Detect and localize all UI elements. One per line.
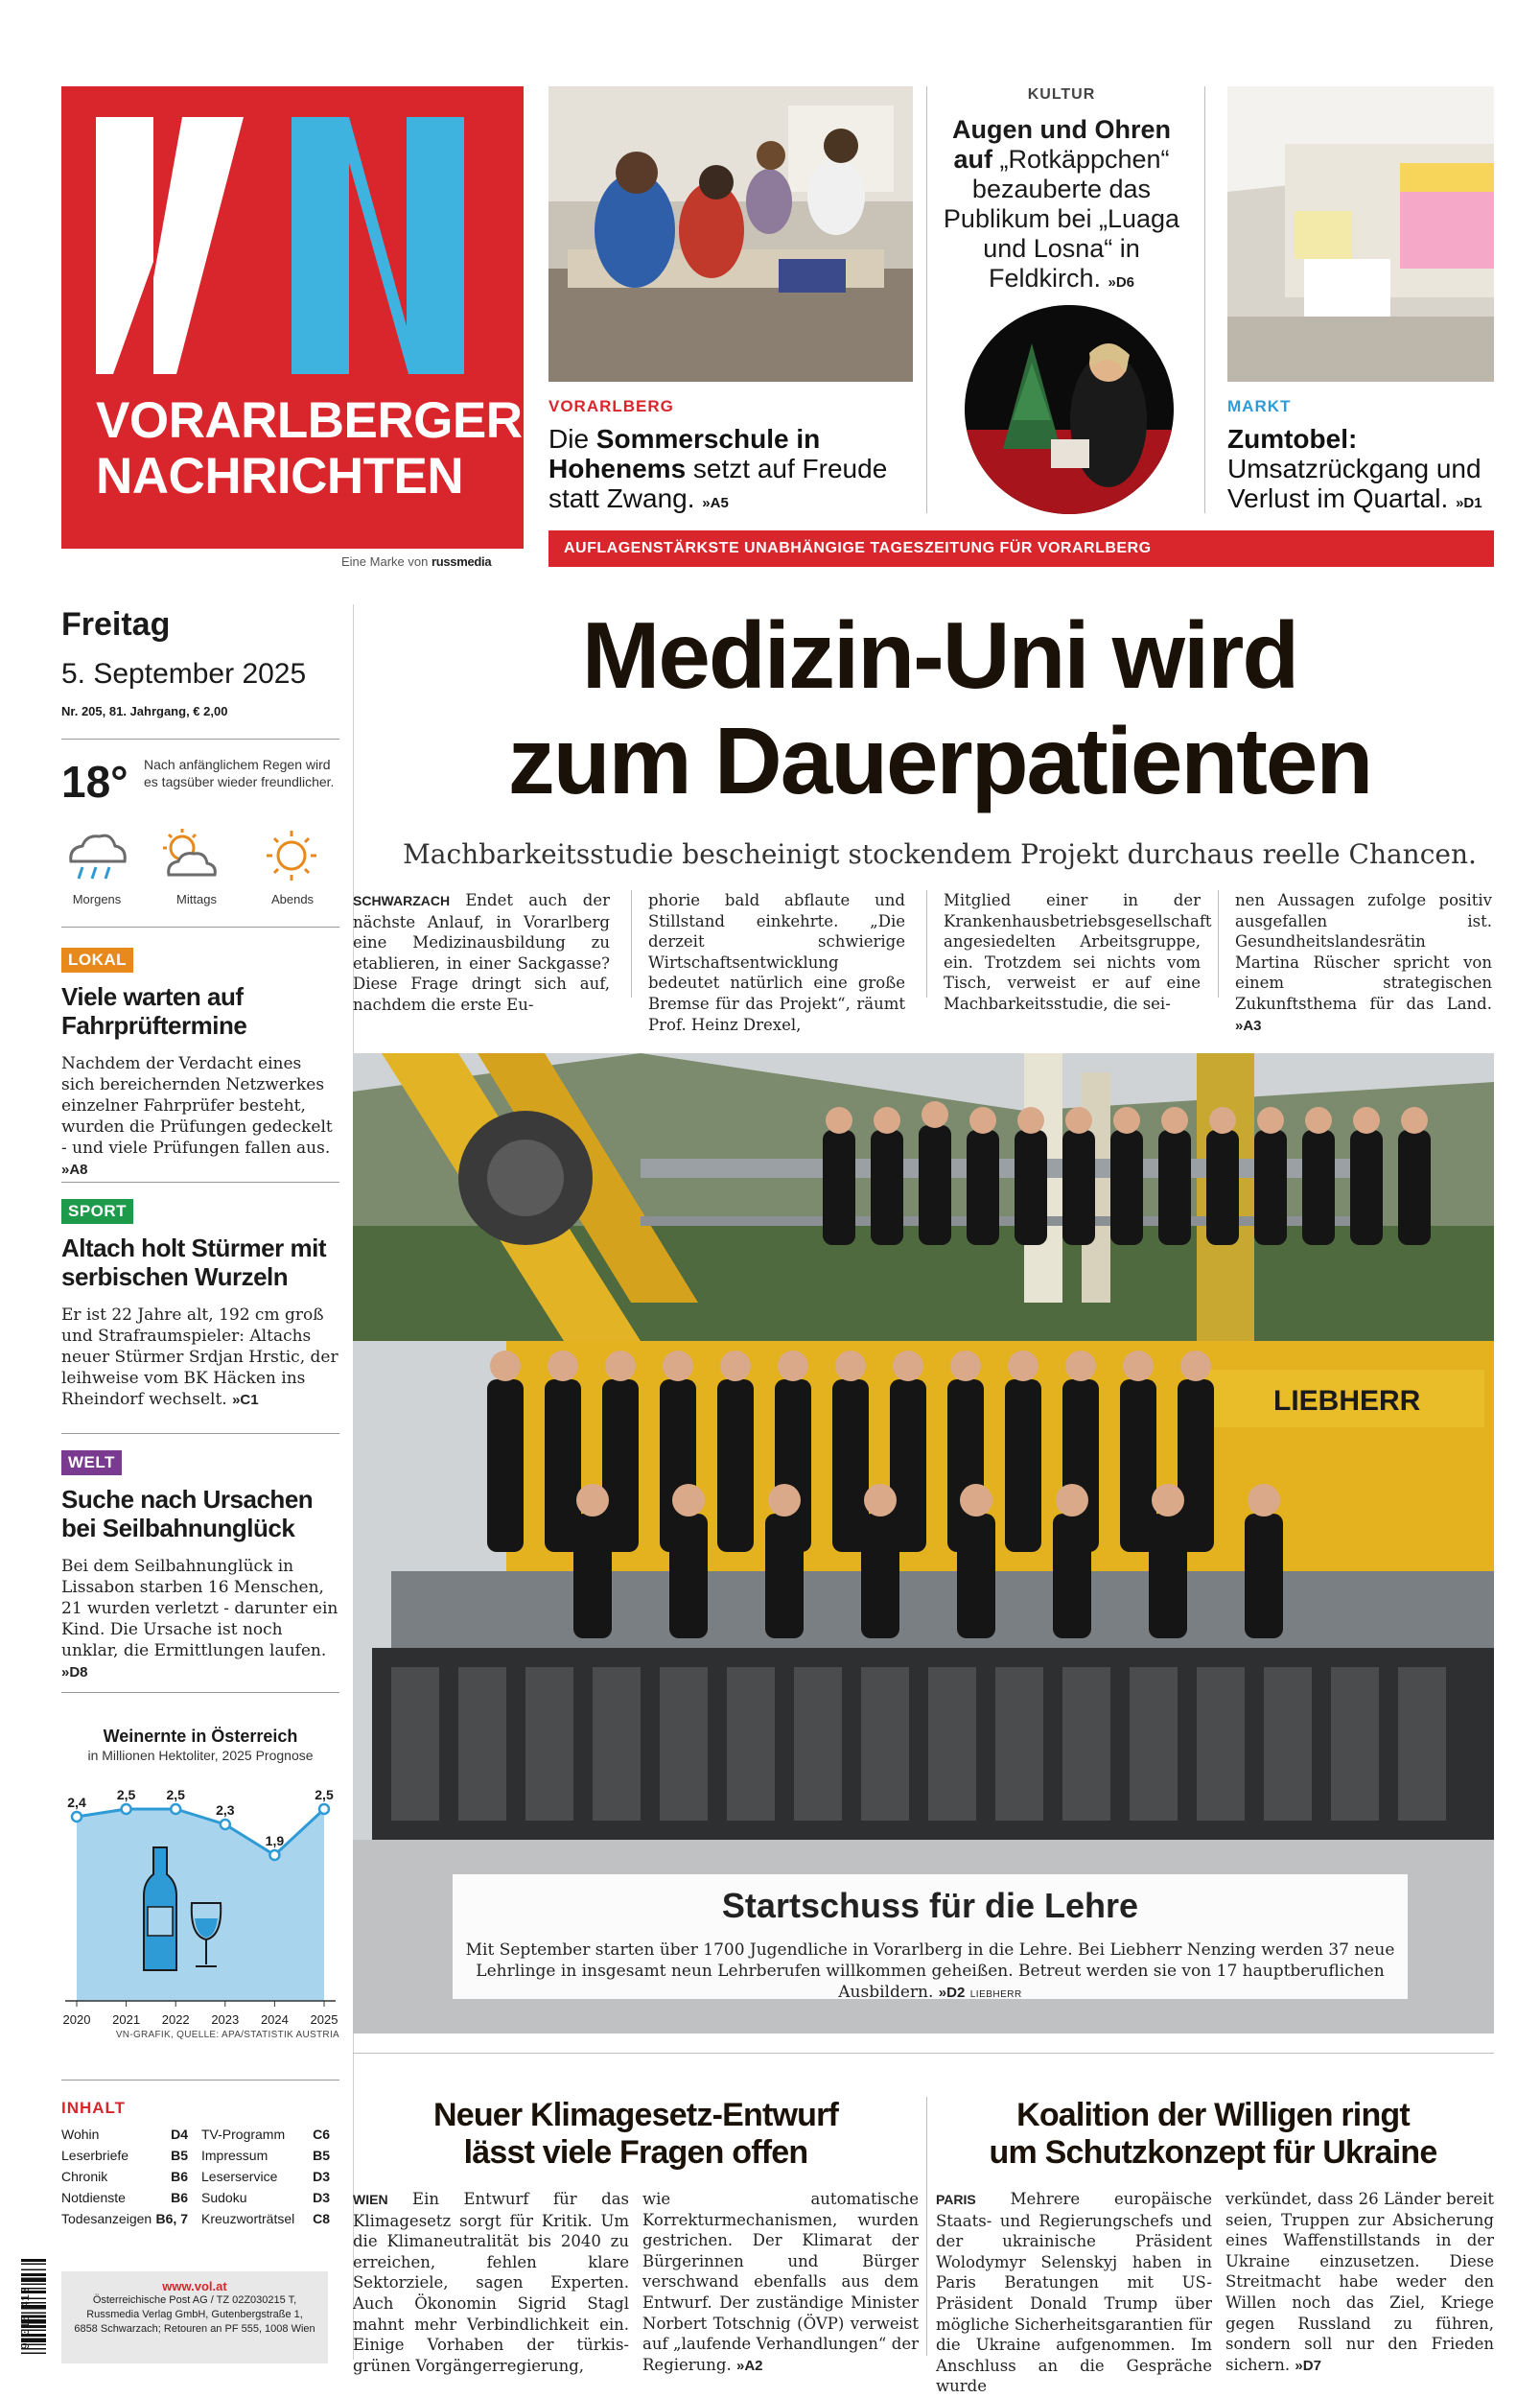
chart-point bbox=[269, 1850, 279, 1860]
divider bbox=[353, 2053, 1494, 2054]
teaser-vorarlberg-ref[interactable]: »A5 bbox=[702, 495, 729, 511]
sidebar-ref[interactable]: »D8 bbox=[61, 1664, 88, 1681]
dateline: PARIS bbox=[936, 2192, 976, 2207]
klima-column-1 bbox=[353, 2189, 629, 2376]
weather-icons bbox=[61, 827, 339, 888]
teaser-vorarlberg-pre: Die bbox=[548, 424, 596, 454]
sidebar-headline-lokal[interactable]: Viele warten auf Fahrprüftermine bbox=[61, 982, 247, 1040]
website-link[interactable]: www.vol.at bbox=[162, 2279, 227, 2293]
chart-subtitle: in Millionen Hektoliter, 2025 Prognose bbox=[87, 1748, 314, 1763]
sidebar-ref[interactable]: »C1 bbox=[232, 1392, 259, 1408]
brand-note bbox=[341, 554, 491, 569]
column-divider bbox=[1204, 86, 1205, 513]
edition-date: 5. September 2025 bbox=[61, 658, 307, 690]
ukraine-text: Mehrere europäische Staats- und Regierungschefs und der ukrainische Präsident Wolodymyr Selenskyj haben in Paris Beratungen mit US-Präsident Donald Trump über mögliche Sicherheitsgarantien für die Ukraine aufgenommen. Im Anschluss an die Gespräche wurde bbox=[936, 2190, 1212, 2396]
lead-column-4 bbox=[1235, 890, 1492, 1036]
inhalt-item[interactable] bbox=[201, 2166, 330, 2187]
teaser-kultur-bold: Augen und Ohren auf bbox=[952, 115, 1171, 174]
klima-column-2 bbox=[642, 2189, 919, 2376]
dateline: SCHWARZACH bbox=[353, 893, 451, 908]
inhalt-page: B5 bbox=[171, 2148, 188, 2163]
teaser-kultur-image[interactable] bbox=[965, 305, 1174, 514]
sidebar-headline-welt[interactable]: Suche nach Ursachen bei Seilbahnunglück bbox=[61, 1485, 314, 1542]
section-badge-sport[interactable]: SPORT bbox=[61, 1199, 133, 1224]
caption-body: Mit September starten über 1700 Jugendliche in Vorarlberg in die Lehre. Bei Liebherr Nenzing werden 37 neue Lehrlinge in insgesamt neun Lehrberufen willkommen geheißen. Betreut werden sie von 17 hauptberuflichen Ausbildern. bbox=[465, 1940, 1395, 2002]
inhalt-page: B6 bbox=[171, 2169, 188, 2184]
teaser-markt-bold: Zumtobel: bbox=[1227, 424, 1358, 454]
liebherr-label: LIEBHERR bbox=[1273, 1385, 1421, 1417]
wine-bottle-label-icon bbox=[148, 1907, 173, 1936]
chart-value-label: 2,5 bbox=[166, 1787, 185, 1802]
teaser-vorarlberg-text[interactable] bbox=[548, 424, 913, 518]
divider bbox=[61, 1433, 339, 1434]
lead-headline[interactable] bbox=[384, 602, 1496, 813]
teaser-markt-image[interactable] bbox=[1227, 86, 1494, 382]
inhalt-label: Chronik bbox=[61, 2169, 108, 2184]
lead-ref[interactable]: »A3 bbox=[1235, 1017, 1262, 1034]
sidebar-body-welt bbox=[61, 1556, 339, 1683]
chart-category-label: 2021 bbox=[112, 2012, 141, 2027]
inhalt-item[interactable] bbox=[61, 2166, 188, 2187]
ukraine-headline-line-1: Koalition der Willigen ringt bbox=[1016, 2097, 1410, 2133]
chart-point bbox=[72, 1812, 82, 1822]
chart-area bbox=[77, 1809, 324, 2001]
chart-category-label: 2025 bbox=[310, 2012, 338, 2027]
column-divider bbox=[631, 890, 632, 998]
inhalt-item[interactable] bbox=[61, 2145, 188, 2166]
brand-prefix: Eine Marke von bbox=[341, 554, 429, 569]
teaser-markt-body: Umsatzrückgang und Verlust im Quartal. bbox=[1227, 454, 1482, 513]
inhalt-item[interactable] bbox=[61, 2187, 188, 2208]
lead-subhead: Machbarkeitsstudie bescheinigt stockendem Projekt durchaus reelle Chancen. bbox=[403, 838, 1477, 870]
inhalt-label: Todesanzeigen bbox=[61, 2211, 152, 2226]
inhalt-title: INHALT bbox=[61, 2099, 127, 2117]
ukraine-text: verkündet, dass 26 Länder bereit seien, Truppen zur Absicherung eines Waffenstillstands in der Ukraine einzusetzen. Diese Streitmacht habe weder den Willen noch das Ziel, Kriege gegen Russland zu führen, sondern soll nur den Frieden sichern. bbox=[1225, 2190, 1494, 2374]
klima-headline-line-1: Neuer Klimagesetz-Entwurf bbox=[432, 2097, 839, 2133]
sidebar-text: Bei dem Seilbahnunglück in Lissabon starben 16 Menschen, 21 wurden verletzt - darunter ein Kind. Die Ursache ist noch unklar, die Ermittlungen laufen. bbox=[61, 1557, 338, 1660]
section-badge-welt[interactable]: WELT bbox=[61, 1450, 122, 1475]
teaser-vorarlberg-kicker: VORARLBERG bbox=[548, 397, 674, 415]
sidebar-body-sport bbox=[61, 1305, 339, 1411]
lead-headline-line-2: zum Dauerpatienten bbox=[507, 708, 1372, 813]
photo-caption-text bbox=[462, 1940, 1398, 2006]
column-divider bbox=[1218, 890, 1219, 998]
inhalt-label: Impressum bbox=[201, 2148, 268, 2163]
inhalt-label: Sudoku bbox=[201, 2190, 247, 2205]
column-divider bbox=[926, 2097, 927, 2356]
inhalt-label: Wohin bbox=[61, 2127, 100, 2142]
sidebar-body-lokal bbox=[61, 1053, 339, 1181]
sidebar-text: Nachdem der Verdacht eines sich bereichernden Netzwerkes einzelner Fahrprüfer besteht, wurden die Prüfungen gedeckelt - und viele Prüfungen fallen aus. bbox=[61, 1054, 333, 1158]
weather-label-noon: Mittags bbox=[176, 892, 217, 906]
inhalt-page: C6 bbox=[313, 2127, 330, 2142]
sidebar-ref[interactable]: »A8 bbox=[61, 1162, 88, 1178]
chart-category-label: 2020 bbox=[62, 2012, 91, 2027]
imprint-box bbox=[61, 2271, 328, 2363]
wine-chart bbox=[61, 1761, 339, 2028]
imprint-line: 6858 Schwarzach; Retouren an PF 555, 1008 Wien bbox=[74, 2323, 315, 2335]
vn-logo[interactable] bbox=[61, 86, 524, 549]
inhalt-page: D3 bbox=[313, 2190, 330, 2205]
photo-credit: LIEBHERR bbox=[969, 1989, 1022, 2000]
edition-day: Freitag bbox=[61, 606, 171, 643]
lead-text: Endet auch der nächste Anlauf, in Vorarlberg eine Medizinausbildung zu etablieren, in einer Sackgasse? Diese Frage dringt sich auf, nachdem die erste Eu- bbox=[353, 891, 610, 1014]
chart-point bbox=[319, 1804, 329, 1814]
chart-point bbox=[122, 1804, 131, 1814]
inhalt-item[interactable] bbox=[201, 2124, 330, 2145]
divider bbox=[61, 1692, 339, 1693]
inhalt-label: Kreuzworträtsel bbox=[201, 2211, 295, 2226]
klima-text: Ein Entwurf für das Klimagesetz sorgt für Kritik. Um die Klimaneutralität bis 2040 zu erreichen, fehlen klare Sektorziele, sagen Experten. Auch Ökonomin Sigrid Stagl mahnt mehr Verbindlichkeit ein. Einige Vorhaben der türkis-grünen Vorgängerregierung, bbox=[353, 2190, 629, 2375]
dateline: WIEN bbox=[353, 2192, 388, 2207]
temperature: 18° bbox=[61, 757, 128, 807]
inhalt-item[interactable] bbox=[61, 2124, 188, 2145]
klima-headline[interactable] bbox=[353, 2097, 919, 2172]
tagline-bar: AUFLAGENSTÄRKSTE UNABHÄNGIGE TAGESZEITUNG FÜR VORARLBERG bbox=[548, 530, 1494, 567]
chart-value-label: 2,4 bbox=[67, 1795, 86, 1810]
barcode-number: 9 015 413 bbox=[19, 2287, 33, 2350]
photo-caption-title[interactable]: Startschuss für die Lehre bbox=[721, 1886, 1139, 1925]
inhalt-page: B5 bbox=[313, 2148, 330, 2163]
lead-column-2: phorie bald abflaute und Stillstand einkehrte. „Die derzeit schwierige Wirtschaftsentwicklung bedeutet natürlich eine große Bremse für das Projekt“, räumt Prof. Heinz Drexel, bbox=[648, 891, 905, 1034]
section-badge-lokal[interactable]: LOKAL bbox=[61, 948, 133, 973]
ukraine-ref[interactable]: »D7 bbox=[1295, 2357, 1321, 2374]
logo-line-1: VORARLBERGER bbox=[96, 392, 523, 449]
chart-title: Weinernte in Österreich bbox=[103, 1727, 298, 1746]
teaser-kultur-kicker: KULTUR bbox=[1027, 86, 1096, 103]
teaser-kultur-body: „Rotkäppchen“ bezauberte das Publikum bei „Luaga und Losna“ in Feldkirch. bbox=[943, 145, 1180, 293]
edition-issue: Nr. 205, 81. Jahrgang, € 2,00 bbox=[61, 704, 228, 718]
rain-cloud-icon bbox=[71, 835, 126, 879]
chart-category-label: 2024 bbox=[260, 2012, 289, 2027]
divider bbox=[61, 927, 339, 928]
imprint-line: Russmedia Verlag GmbH, Gutenbergstraße 1, bbox=[86, 2309, 303, 2320]
weather-label-morning: Morgens bbox=[72, 892, 122, 906]
sidebar-headline-sport[interactable]: Altach holt Stürmer mit serbischen Wurzeln bbox=[61, 1234, 326, 1291]
klima-ref[interactable]: »A2 bbox=[736, 2357, 763, 2374]
inhalt-item[interactable] bbox=[201, 2187, 330, 2208]
chart-point bbox=[221, 1820, 230, 1829]
teaser-vorarlberg-post: setzt auf Freude statt Zwang. bbox=[548, 454, 888, 513]
inhalt-item[interactable] bbox=[201, 2208, 330, 2229]
weather-description: Nach anfänglichem Regen wird es tagsüber wieder freundlicher. bbox=[144, 757, 335, 789]
column-divider bbox=[926, 890, 927, 998]
chart-category-label: 2023 bbox=[211, 2012, 240, 2027]
inhalt-page: D4 bbox=[171, 2127, 188, 2142]
logo-line-2: NACHRICHTEN bbox=[96, 448, 464, 505]
inhalt-label: Leserservice bbox=[201, 2169, 278, 2184]
inhalt-page: B6, 7 bbox=[155, 2211, 188, 2226]
teaser-kultur-text[interactable] bbox=[932, 115, 1191, 297]
lead-headline-line-1: Medizin-Uni wird bbox=[581, 602, 1298, 708]
teaser-vorarlberg-bold: Sommerschule in Hohenems bbox=[548, 424, 821, 483]
lead-column-1 bbox=[353, 890, 610, 1016]
inhalt-item[interactable] bbox=[201, 2145, 330, 2166]
klima-text: wie automatische Korrekturmechanismen, wurden gestrichen. Der Klimarat der Bürgerinnen und Bürger verschwand ebenfalls aus dem Entwurf. Der zuständige Minister Norbert Totschnig (ÖVP) verweist auf „laufende Verhandlungen“ der Regierung. bbox=[642, 2190, 919, 2374]
chart-value-label: 2,3 bbox=[216, 1802, 235, 1818]
sun-icon bbox=[267, 831, 316, 881]
klima-headline-line-2: lässt viele Fragen offen bbox=[463, 2134, 808, 2171]
inhalt-label: Leserbriefe bbox=[61, 2148, 129, 2163]
chart-category-label: 2022 bbox=[161, 2012, 190, 2027]
ukraine-headline[interactable] bbox=[930, 2097, 1496, 2172]
inhalt-page: B6 bbox=[171, 2190, 188, 2205]
brand-name: russmedia bbox=[431, 554, 492, 569]
column-divider bbox=[926, 86, 927, 513]
teaser-markt-kicker: MARKT bbox=[1227, 397, 1292, 415]
sun-cloud-icon bbox=[163, 829, 215, 875]
caption-ref[interactable]: »D2 bbox=[938, 1985, 966, 2001]
chart-value-label: 2,5 bbox=[116, 1787, 136, 1802]
chart-source: VN-GRAFIK, QUELLE: APA/STATISTIK AUSTRIA bbox=[115, 2030, 339, 2040]
chart-value-label: 1,9 bbox=[265, 1833, 285, 1848]
inhalt-item[interactable] bbox=[61, 2208, 188, 2229]
divider bbox=[61, 739, 339, 740]
ukraine-headline-line-2: um Schutzkonzept für Ukraine bbox=[989, 2134, 1437, 2171]
teaser-kultur-ref[interactable]: »D6 bbox=[1108, 274, 1135, 291]
divider bbox=[61, 2080, 339, 2081]
imprint-line: Österreichische Post AG / TZ 02Z030215 T, bbox=[92, 2294, 297, 2306]
inhalt-page: C8 bbox=[313, 2211, 330, 2226]
chart-value-label: 2,5 bbox=[315, 1787, 334, 1802]
ukraine-column-2 bbox=[1225, 2189, 1494, 2376]
chart-point bbox=[171, 1804, 180, 1814]
inhalt-page: D3 bbox=[313, 2169, 330, 2184]
weather-label-evening: Abends bbox=[270, 892, 315, 906]
lead-column-3: Mitglied einer in der Krankenhausbetriebsgesellschaft angesiedelten Arbeitsgruppe, ein. Trotzdem sei nichts vom Tisch, verweist er auf eine Machbarkeitsstudie, die sei- bbox=[944, 891, 1212, 1013]
divider bbox=[61, 1182, 339, 1183]
ukraine-column-1 bbox=[936, 2189, 1212, 2397]
teaser-markt-text[interactable] bbox=[1227, 424, 1494, 518]
inhalt-label: Notdienste bbox=[61, 2190, 126, 2205]
sidebar-text: Er ist 22 Jahre alt, 192 cm groß und Strafraumspieler: Altachs neuer Stürmer Srdjan Hrstic, der leihweise vom BK Häcken ins Rheindorf wechselt. bbox=[61, 1305, 338, 1409]
teaser-markt-ref[interactable]: »D1 bbox=[1456, 495, 1482, 511]
teaser-vorarlberg-image[interactable] bbox=[548, 86, 913, 382]
inhalt-label: TV-Programm bbox=[201, 2127, 286, 2142]
lead-text: nen Aussagen zufolge positiv ausgefallen ist. Gesundheitslandesrätin Martina Rüscher spricht von einem strategischen Zukunftsthema für das Land. bbox=[1235, 891, 1492, 1013]
